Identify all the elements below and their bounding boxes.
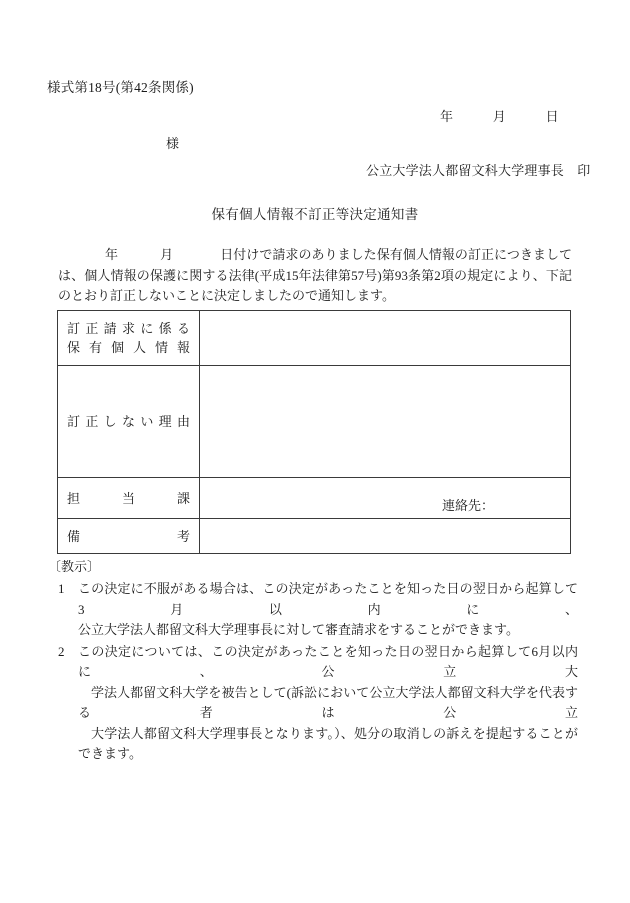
table-value-target-info[interactable] (200, 311, 571, 366)
table-label-line1: 担当課 (67, 490, 190, 506)
table-label-line1: 訂正しない理由 (67, 414, 190, 429)
issue-date-line: 年 月 日 (440, 109, 559, 124)
table-label-target-info (58, 311, 200, 366)
table-row-target-info (58, 311, 571, 366)
table-row-remarks (58, 519, 571, 554)
instruction-number: 2 (58, 643, 65, 659)
table-value-reason[interactable] (200, 366, 571, 478)
instruction-line: 公立大学法人都留文科大学理事長に対して審査請求をすることができます。 (78, 622, 519, 637)
table-label-line1: 訂正請求に係る (67, 321, 190, 336)
instruction-body (78, 579, 578, 641)
decision-table (57, 310, 571, 554)
addressee-suffix: 様 (166, 136, 180, 151)
table-label-remarks (58, 519, 200, 554)
document-title: 保有個人情報不訂正等決定通知書 (211, 207, 419, 222)
body-month-label: 月 (160, 247, 174, 262)
body-text: 日付けで請求のありました保有個人情報の訂正につきましては、個人情報の保護に関する法律(平成15年法律第57号)第93条第2項の規定により、下記のとおり訂正しないことに決定しましたので通知します。 (58, 247, 572, 303)
table-row-department (58, 478, 571, 519)
instruction-line: 大学法人都留文科大学理事長となります。）、処分の取消しの訴えを提起することができます。 (78, 725, 578, 761)
table-label-line1: 備考 (67, 528, 190, 544)
instruction-item-2 (48, 642, 578, 765)
instructions-heading: 〔教示〕 (48, 559, 101, 574)
instruction-item-1 (48, 579, 578, 641)
issuer-name: 公立大学法人都留文科大学理事長 印 (366, 163, 591, 178)
table-label-line2: 保有個人情報 (67, 340, 190, 355)
body-paragraph (58, 245, 572, 307)
table-value-department[interactable] (200, 478, 571, 519)
contact-label: 連絡先： (442, 498, 495, 513)
instruction-line: この決定については、この決定があったことを知った日の翌日から起算して6月以内に、公立大 (78, 643, 578, 679)
table-row-reason (58, 366, 571, 478)
instruction-line: 学法人都留文科大学を被告として(訴訟において公立大学法人都留文科大学を代表する者は公立 (78, 684, 578, 720)
table-label-department (58, 478, 200, 519)
table-label-reason (58, 366, 200, 478)
form-number: 様式第18号(第42条関係) (47, 80, 194, 95)
table-value-remarks[interactable] (200, 519, 571, 554)
instruction-body (78, 642, 578, 765)
instruction-number: 1 (58, 581, 65, 596)
instructions-section (48, 556, 578, 766)
body-year-label: 年 (105, 247, 119, 262)
instruction-line: この決定に不服がある場合は、この決定があったことを知った日の翌日から起算して3月以内に、 (78, 581, 578, 617)
